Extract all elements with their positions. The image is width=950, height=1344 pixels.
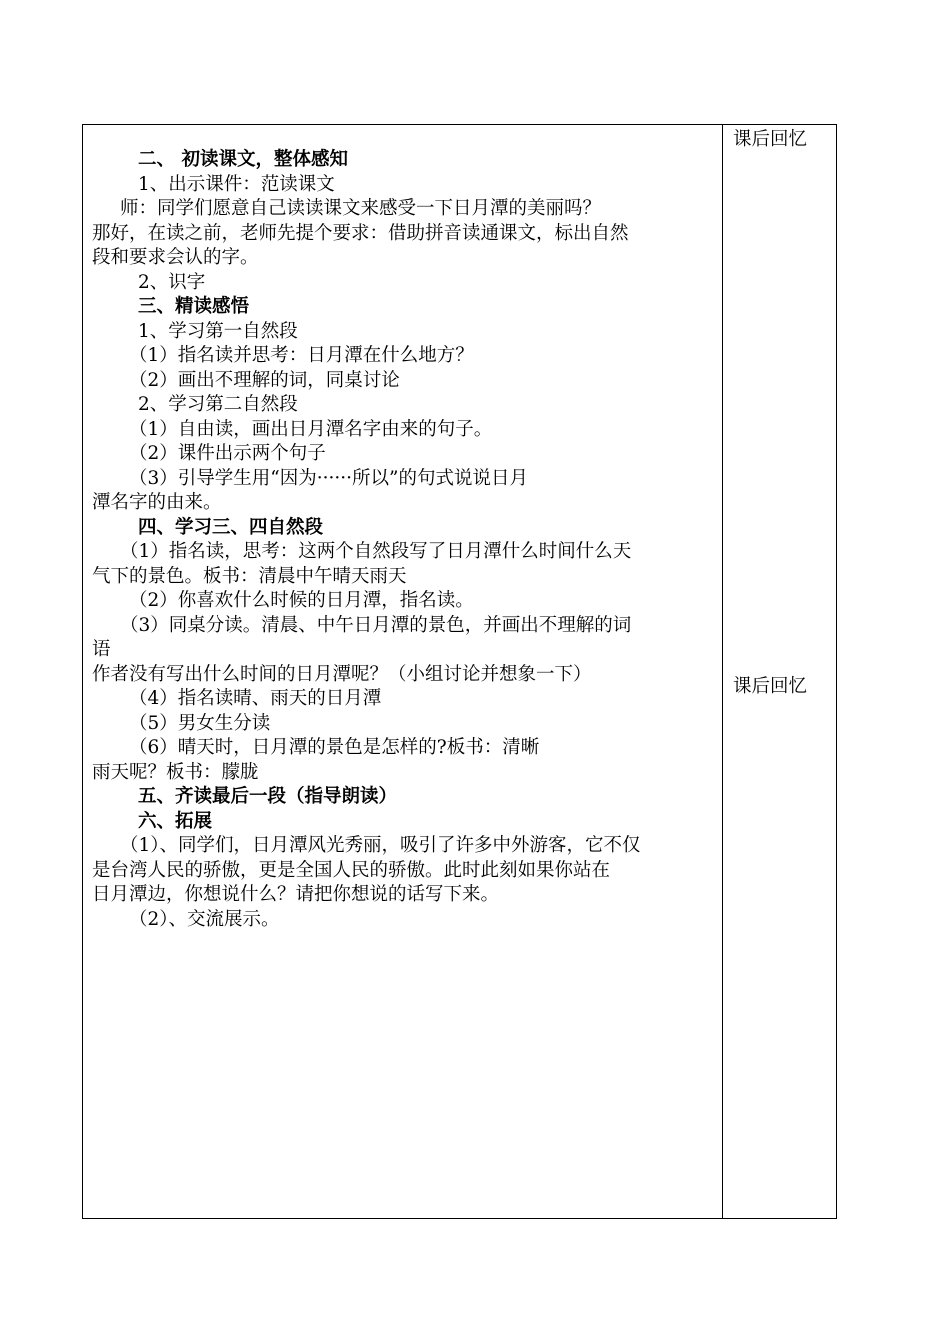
content-line: （1）指名读并思考：日月潭在什么地方？ bbox=[129, 345, 474, 366]
lesson-content bbox=[92, 148, 714, 932]
content-line: 潭名字的由来。 bbox=[92, 492, 222, 513]
content-line: 二、 初读课文，整体感知 bbox=[138, 149, 348, 170]
content-line: （2）课件出示两个句子 bbox=[129, 443, 326, 464]
content-line: 2、学习第二自然段 bbox=[138, 394, 298, 415]
content-line: 雨天呢？板书：朦胧 bbox=[92, 761, 259, 783]
content-line: 那好，在读之前，老师先提个要求：借助拼音读通课文，标出自然 bbox=[92, 222, 629, 244]
content-line: 是台湾人民的骄傲，更是全国人民的骄傲。此时此刻如果你站在 bbox=[92, 859, 611, 881]
content-line: （1）、同学们，日月潭风光秀丽，吸引了许多中外游客，它不仅 bbox=[120, 835, 641, 856]
side-note-top: 课后回忆 bbox=[733, 129, 808, 150]
content-line: 1、学习第一自然段 bbox=[138, 320, 298, 342]
content-line: （5）男女生分读 bbox=[129, 712, 271, 734]
side-note-middle: 课后回忆 bbox=[733, 676, 808, 697]
content-line: （2）你喜欢什么时候的日月潭，指名读。 bbox=[129, 590, 474, 611]
content-line: 日月潭边，你想说什么？请把你想说的话写下来。 bbox=[92, 884, 500, 905]
content-line: 师：同学们愿意自己读读课文来感受一下日月潭的美丽吗？ bbox=[120, 198, 602, 219]
content-line: 四、学习三、四自然段 bbox=[138, 516, 324, 538]
content-line: 1、出示课件：范读课文 bbox=[138, 173, 335, 195]
content-line: （1）指名读，思考：这两个自然段写了日月潭什么时间什么天 bbox=[120, 541, 632, 562]
content-line: （2）、交流展示。 bbox=[129, 908, 280, 930]
content-line: （6）晴天时，日月潭的景色是怎样的?板书：清晰 bbox=[129, 737, 540, 758]
content-line: （1）自由读，画出日月潭名字由来的句子。 bbox=[129, 418, 493, 440]
content-line: 作者没有写出什么时间的日月潭呢？（小组讨论并想象一下） bbox=[92, 663, 592, 685]
content-line: 语 bbox=[92, 639, 111, 660]
content-line: 2、识字 bbox=[138, 271, 206, 293]
content-line: 五、齐读最后一段（指导朗读） bbox=[138, 786, 398, 807]
content-line: 六、拓展 bbox=[138, 810, 213, 832]
content-line: 三、精读感悟 bbox=[138, 296, 250, 317]
content-line: 气下的景色。板书：清晨中午晴天雨天 bbox=[92, 565, 407, 587]
content-line: 段和要求会认的字。 bbox=[92, 247, 259, 268]
content-line: （3）同桌分读。清晨、中午日月潭的景色，并画出不理解的词 bbox=[120, 614, 632, 636]
column-divider bbox=[722, 124, 723, 1219]
content-line: （4）指名读晴、雨天的日月潭 bbox=[129, 688, 382, 709]
content-line: （3）引导学生用“因为······所以”的句式说说日月 bbox=[129, 467, 528, 489]
content-line: （2）画出不理解的词，同桌讨论 bbox=[129, 369, 400, 391]
